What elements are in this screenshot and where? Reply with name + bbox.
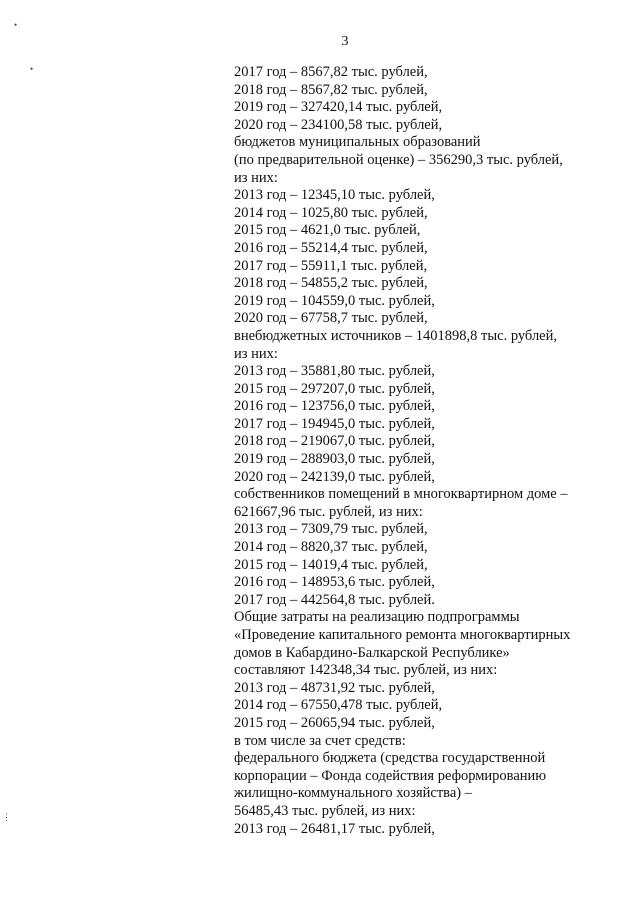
text-line: 2014 год – 8820,37 тыс. рублей,: [234, 539, 428, 556]
text-line: из них:: [234, 345, 278, 362]
text-line: 2017 год – 442564,8 тыс. рублей.: [234, 591, 435, 608]
text-line: 2015 год – 14019,4 тыс. рублей,: [234, 556, 428, 573]
text-line: 2013 год – 35881,80 тыс. рублей,: [234, 363, 435, 380]
text-line: собственников помещений в многоквартирном доме –: [234, 486, 568, 503]
text-line: 2013 год – 26481,17 тыс. рублей,: [234, 820, 435, 837]
scan-mark: •: [30, 64, 34, 74]
text-line: 2017 год – 8567,82 тыс. рублей,: [234, 64, 428, 80]
text-line: 2013 год – 12345,10 тыс. рублей,: [234, 187, 435, 204]
text-line: 2016 год – 148953,6 тыс. рублей,: [234, 574, 435, 591]
text-line: корпорации – Фонда содействия реформированию: [234, 767, 547, 784]
text-line: 2015 год – 297207,0 тыс. рублей,: [234, 380, 435, 397]
scan-mark: •: [14, 20, 18, 30]
text-line: бюджетов муниципальных образований: [234, 134, 481, 151]
text-line: 2017 год – 55911,1 тыс. рублей,: [234, 257, 428, 274]
text-line: внебюджетных источников – 1401898,8 тыс. рублей,: [234, 327, 558, 344]
scan-mark: ⋮: [2, 812, 11, 822]
document-body: [234, 64, 634, 838]
text-line: 2016 год – 123756,0 тыс. рублей,: [234, 398, 435, 415]
text-line: 2013 год – 7309,79 тыс. рублей,: [234, 521, 428, 538]
text-line: жилищно-коммунального хозяйства) –: [234, 785, 472, 802]
page-number: 3: [341, 34, 349, 49]
text-line: 2020 год – 234100,58 тыс. рублей,: [234, 116, 443, 133]
text-line: в том числе за счет средств:: [234, 732, 406, 749]
text-line: федерального бюджета (средства государственной: [234, 750, 546, 767]
text-line: Общие затраты на реализацию подпрограммы: [234, 609, 520, 626]
text-line: составляют 142348,34 тыс. рублей, из них:: [234, 662, 498, 679]
text-line: 2019 год – 327420,14 тыс. рублей,: [234, 99, 443, 116]
text-line: 2017 год – 194945,0 тыс. рублей,: [234, 415, 435, 432]
text-line: (по предварительной оценке) – 356290,3 тыс. рублей,: [234, 151, 563, 168]
text-line: 56485,43 тыс. рублей, из них:: [234, 802, 416, 819]
text-line: 2014 год – 1025,80 тыс. рублей,: [234, 204, 428, 221]
text-line: 2013 год – 48731,92 тыс. рублей,: [234, 679, 435, 696]
text-line: 2015 год – 26065,94 тыс. рублей,: [234, 714, 435, 731]
text-line: 621667,96 тыс. рублей, из них:: [234, 503, 423, 520]
text-line: 2019 год – 288903,0 тыс. рублей,: [234, 451, 435, 468]
text-line: 2019 год – 104559,0 тыс. рублей,: [234, 292, 435, 309]
text-line: 2020 год – 242139,0 тыс. рублей,: [234, 468, 435, 485]
text-line: 2016 год – 55214,4 тыс. рублей,: [234, 239, 428, 256]
text-line: домов в Кабардино-Балкарской Республике»: [234, 644, 510, 661]
text-line: 2020 год – 67758,7 тыс. рублей,: [234, 310, 428, 327]
text-line: «Проведение капитального ремонта многоквартирных: [234, 627, 571, 643]
text-line: 2018 год – 219067,0 тыс. рублей,: [234, 433, 435, 450]
text-line: 2018 год – 8567,82 тыс. рублей,: [234, 81, 428, 98]
text-line: 2018 год – 54855,2 тыс. рублей,: [234, 275, 428, 292]
text-line: из них:: [234, 169, 278, 186]
text-line: 2014 год – 67550,478 тыс. рублей,: [234, 697, 443, 714]
text-line: 2015 год – 4621,0 тыс. рублей,: [234, 222, 421, 239]
